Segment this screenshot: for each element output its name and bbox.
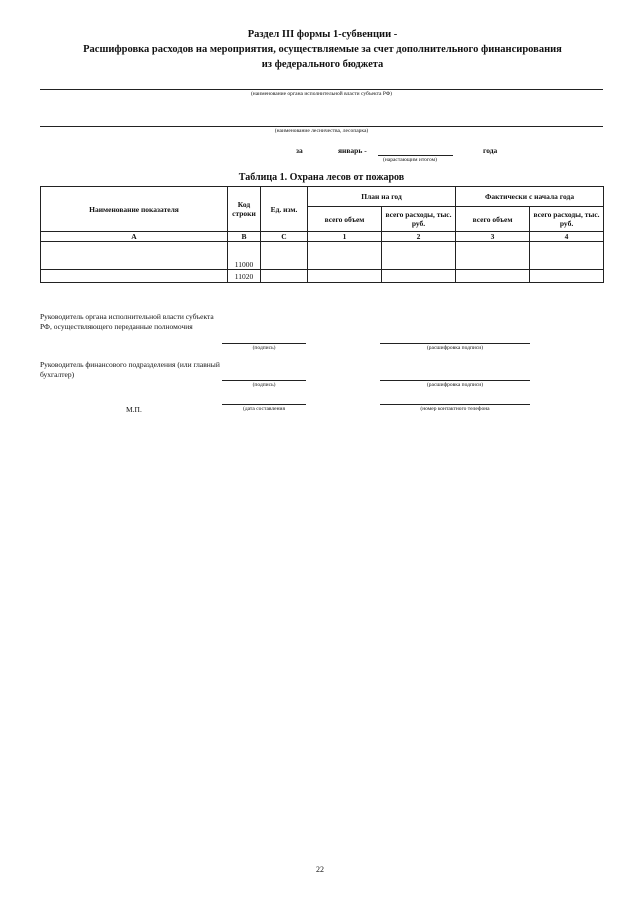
table-title: Таблица 1. Охрана лесов от пожаров xyxy=(238,172,405,183)
page-number: 22 xyxy=(316,865,324,874)
forestry-line xyxy=(40,126,603,127)
header-code: Код строки xyxy=(228,187,261,232)
head-decode-line xyxy=(380,343,530,344)
header-plan-expense: всего расходы, тыс. руб. xyxy=(382,207,456,232)
row-unit xyxy=(261,242,308,270)
header-fact: Фактически с начала года xyxy=(456,187,604,207)
table-row xyxy=(41,270,604,283)
row-code: 11020 xyxy=(228,270,261,283)
finance-sign-line xyxy=(222,380,306,381)
cumulative-caption: (нарастающим итогом) xyxy=(382,157,437,163)
header-fact-expense: всего расходы, тыс. руб. xyxy=(530,207,604,232)
row-unit xyxy=(261,270,308,283)
row-cell xyxy=(456,242,530,270)
header-unit: Ед. изм. xyxy=(261,187,308,232)
row-cell xyxy=(530,270,604,283)
forestry-caption: (наименование лесничества, лесопарка) xyxy=(274,128,369,134)
finance-decode-line xyxy=(380,380,530,381)
title-line-1: Раздел III формы 1-субвенции - xyxy=(247,29,398,40)
finance-sign-caption: (подпись) xyxy=(252,382,276,388)
row-cell xyxy=(456,270,530,283)
title-line-2: Расшифровка расходов на мероприятия, осуществляемые за счет дополнительного финансирования xyxy=(83,44,562,55)
period-za: за xyxy=(296,146,303,155)
header-name: Наименование показателя xyxy=(41,187,228,232)
organ-line xyxy=(40,89,603,90)
head-sign-caption: (подпись) xyxy=(252,345,276,351)
period-year-word: года xyxy=(483,146,498,155)
finance-label: Руководитель финансового подразделения (или главный бухгалтер) xyxy=(40,360,220,379)
letter-cell: 1 xyxy=(308,232,382,242)
stamp-label: М.П. xyxy=(126,405,142,414)
header-plan: План на год xyxy=(308,187,456,207)
period-month: январь - xyxy=(338,146,367,155)
letter-cell: А xyxy=(41,232,228,242)
letter-cell: 4 xyxy=(530,232,604,242)
row-name xyxy=(41,242,228,270)
row-cell xyxy=(530,242,604,270)
head-sign-line xyxy=(222,343,306,344)
row-name xyxy=(41,270,228,283)
row-cell xyxy=(382,242,456,270)
head-decode-caption: (расшифровка подписи) xyxy=(426,345,484,351)
letter-cell: В xyxy=(228,232,261,242)
head-label: Руководитель органа исполнительной власти субъекта РФ, осуществляющего переданные полномочия xyxy=(40,312,214,331)
title-line-3: из федерального бюджета xyxy=(261,59,384,70)
date-line xyxy=(222,404,306,405)
organ-caption: (наименование органа исполнительной власти субъекта РФ) xyxy=(250,91,393,97)
row-cell xyxy=(308,242,382,270)
period-line xyxy=(378,155,453,156)
letter-cell: 3 xyxy=(456,232,530,242)
table-row xyxy=(41,242,604,270)
phone-line xyxy=(380,404,530,405)
letters-row xyxy=(41,232,604,242)
finance-decode-caption: (расшифровка подписи) xyxy=(426,382,484,388)
row-code: 11000 xyxy=(228,242,261,270)
header-plan-volume: всего объем xyxy=(308,207,382,232)
phone-caption: (номер контактного телефона xyxy=(420,406,490,412)
letter-cell: С xyxy=(261,232,308,242)
row-cell xyxy=(308,270,382,283)
row-cell xyxy=(382,270,456,283)
header-fact-volume: всего объем xyxy=(456,207,530,232)
date-caption: (дата составления xyxy=(242,406,286,412)
fire-protection-table xyxy=(40,186,604,283)
letter-cell: 2 xyxy=(382,232,456,242)
